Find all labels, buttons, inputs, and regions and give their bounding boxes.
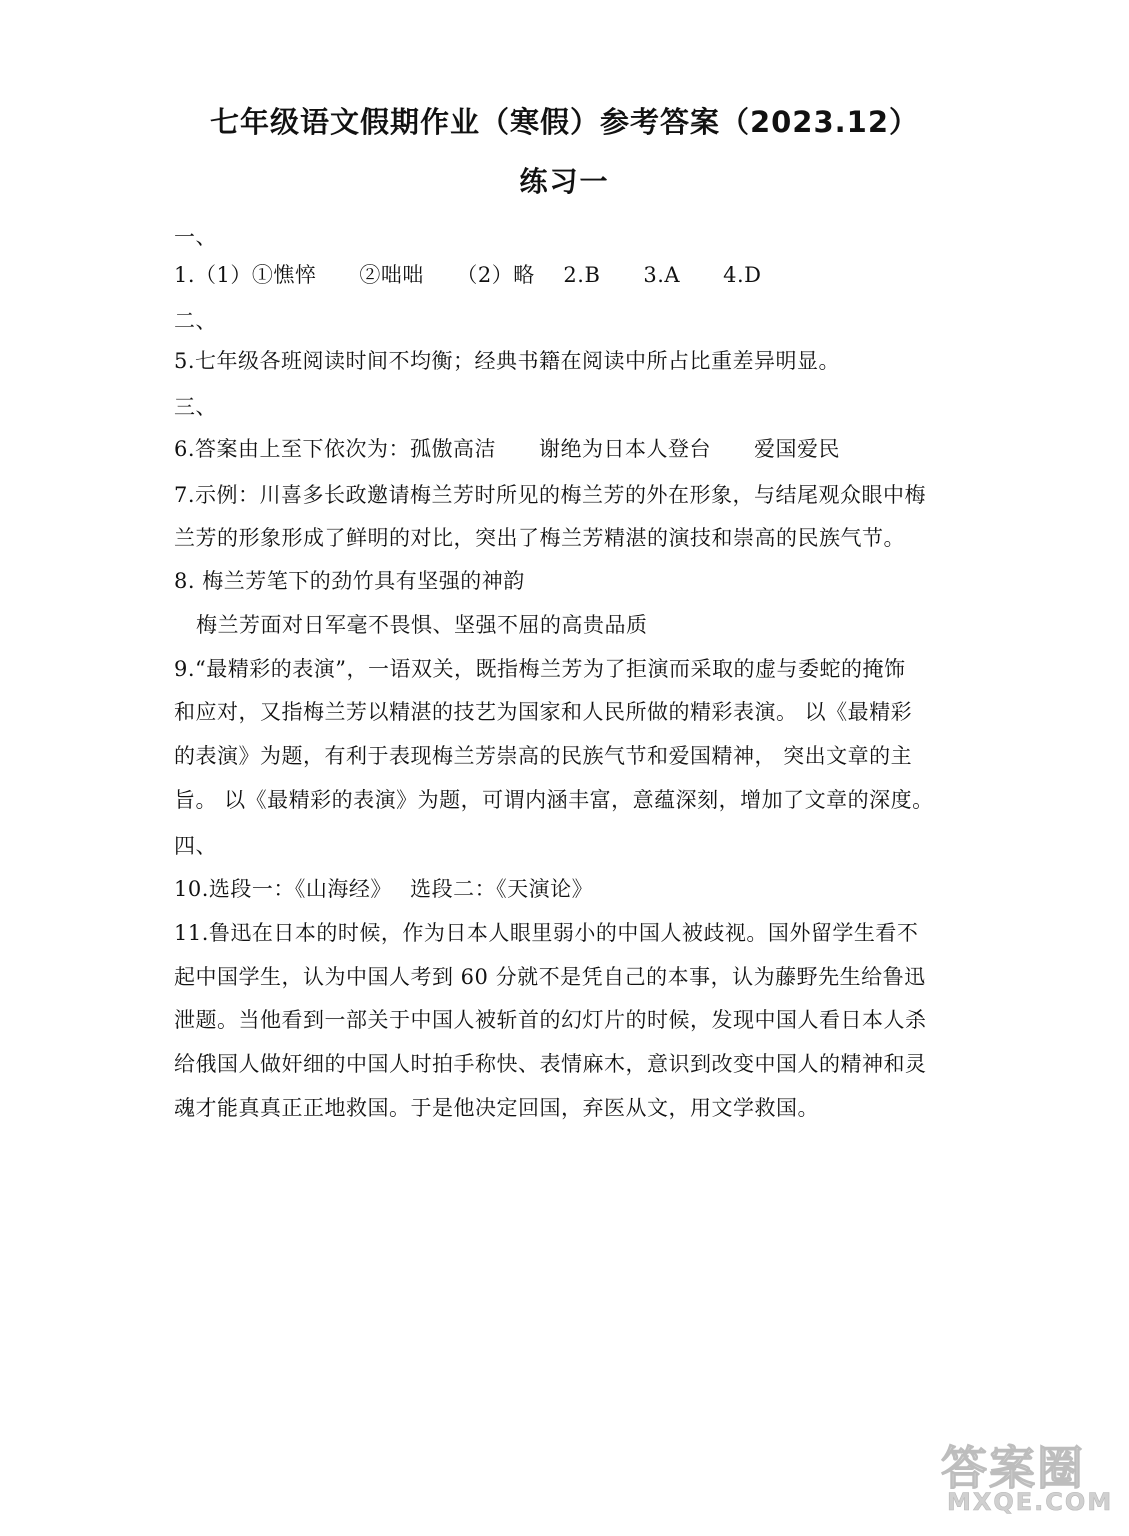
answer-line-q11-e: 魂才能真真正正地救国。于是他决定回国，弃医从文，用文学救国。 <box>174 1096 819 1120</box>
section-heading-2: 二、 <box>174 309 217 333</box>
section-heading-3: 三、 <box>174 395 217 419</box>
answer-line-q7-a: 7.示例：川喜多长政邀请梅兰芳时所见的梅兰芳的外在形象，与结尾观众眼中梅 <box>174 483 927 507</box>
watermark-url: MXQE.COM <box>947 1488 1114 1516</box>
answer-line-q11-b: 起中国学生，认为中国人考到 60 分就不是凭自己的本事，认为藤野先生给鲁迅 <box>174 965 926 989</box>
answer-line-q11-c: 泄题。当他看到一部关于中国人被斩首的幻灯片的时候，发现中国人看日本人杀 <box>174 1008 927 1032</box>
answer-line-q1-4: 1.（1）①憔悴 ②咄咄 （2）略 2.B 3.A 4.D <box>174 263 762 287</box>
site-watermark <box>941 1432 1114 1522</box>
section-heading-1: 一、 <box>174 225 217 249</box>
answer-line-q11-a: 11.鲁迅在日本的时候，作为日本人眼里弱小的中国人被歧视。国外留学生看不 <box>174 921 919 945</box>
answer-line-q7-b: 兰芳的形象形成了鲜明的对比，突出了梅兰芳精湛的演技和崇高的民族气节。 <box>174 526 905 550</box>
answer-line-q5: 5.七年级各班阅读时间不均衡；经典书籍在阅读中所占比重差异明显。 <box>174 349 841 373</box>
section-heading-4: 四、 <box>174 834 217 858</box>
answer-line-q9-d: 旨。 以《最精彩的表演》为题，可谓内涵丰富，意蕴深刻，增加了文章的深度。 <box>174 788 934 812</box>
answer-line-q8-a: 8. 梅兰芳笔下的劲竹具有坚强的神韵 <box>174 569 525 593</box>
answer-line-q9-a: 9.“最精彩的表演”，一语双关，既指梅兰芳为了拒演而采取的虚与委蛇的掩饰 <box>174 657 906 681</box>
answer-line-q6: 6.答案由上至下依次为：孤傲高洁 谢绝为日本人登台 爱国爱民 <box>174 437 841 461</box>
document-title: 七年级语文假期作业（寒假）参考答案（2023.12） <box>209 105 920 139</box>
answer-line-q8-b: 梅兰芳面对日军毫不畏惧、坚强不屈的高贵品质 <box>196 613 648 637</box>
section-title: 练习一 <box>519 165 610 198</box>
answer-line-q9-c: 的表演》为题，有利于表现梅兰芳崇高的民族气节和爱国精神， 突出文章的主 <box>174 744 913 768</box>
answer-line-q10: 10.选段一：《山海经》 选段二：《天演论》 <box>174 877 594 901</box>
answer-line-q11-d: 给俄国人做奸细的中国人时拍手称快、表情麻木，意识到改变中国人的精神和灵 <box>174 1052 927 1076</box>
watermark-logo-text: 答案圈 <box>941 1441 1085 1495</box>
answer-line-q9-b: 和应对，又指梅兰芳以精湛的技艺为国家和人民所做的精彩表演。 以《最精彩 <box>174 700 913 724</box>
